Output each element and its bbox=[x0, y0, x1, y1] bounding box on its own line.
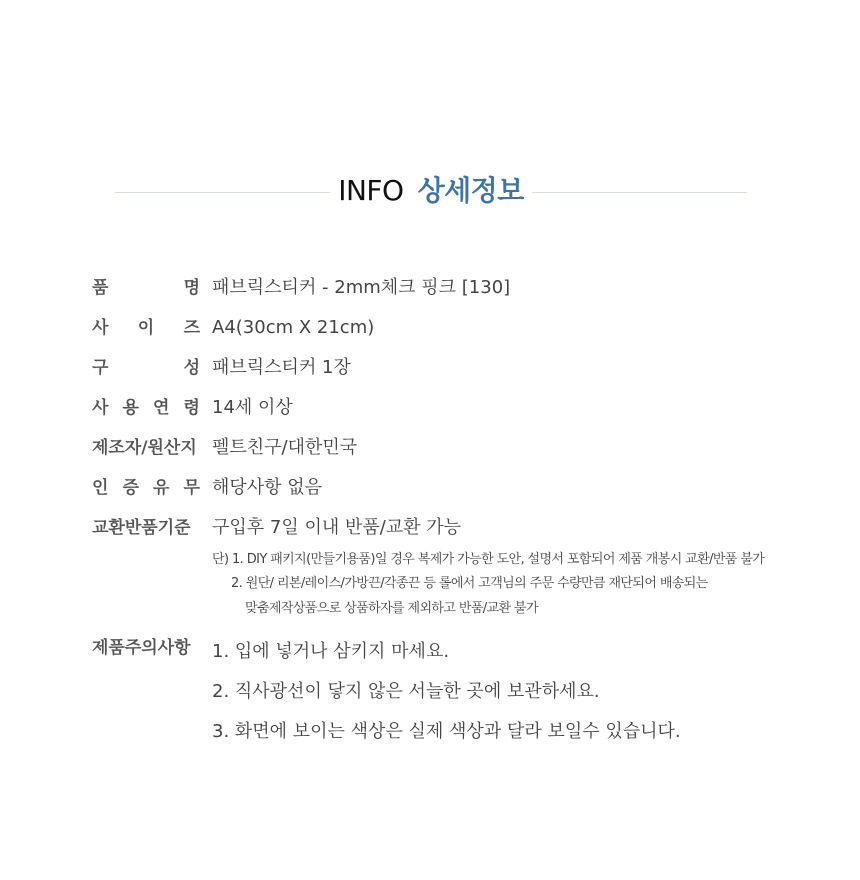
info-label: 제조자/원산지 bbox=[92, 438, 197, 458]
label-char: 성 bbox=[183, 358, 200, 378]
info-value: 패브릭스티커 - 2mm체크 핑크 [130] bbox=[212, 277, 511, 298]
exchange-note: 단) 1. DIY 패키지(만들기용품)일 경우 복제가 가능한 도안, 설명서 포함되어 제품 개봉시 교환/반품 불가 bbox=[212, 552, 765, 567]
section-header bbox=[115, 172, 747, 212]
label-char: 무 bbox=[183, 478, 200, 498]
exchange-note: 2. 원단/ 리본/레이스/가방끈/각종끈 등 롤에서 고객님의 주문 수량만큼 재단되어 배송되는 bbox=[231, 576, 708, 591]
info-label bbox=[92, 357, 200, 379]
caution-item: 1. 입에 넣거나 삼키지 마세요. bbox=[212, 641, 450, 662]
exchange-note: 맞춤제작상품으로 상품하자를 제외하고 반품/교환 불가 bbox=[245, 601, 538, 616]
info-label bbox=[92, 277, 200, 299]
caution-item: 3. 화면에 보이는 색상은 실제 색상과 달라 보일수 있습니다. bbox=[212, 721, 681, 742]
label-char: 증 bbox=[122, 478, 139, 498]
label-char: 유 bbox=[153, 478, 170, 498]
title-english: INFO bbox=[338, 174, 404, 207]
info-value: 구입후 7일 이내 반품/교환 가능 bbox=[212, 517, 462, 538]
info-value: A4(30cm X 21cm) bbox=[212, 317, 375, 338]
caution-item: 2. 직사광선이 닿지 않은 서늘한 곳에 보관하세요. bbox=[212, 681, 600, 702]
info-label bbox=[92, 477, 200, 499]
label-char: 이 bbox=[137, 318, 155, 338]
label-char: 구 bbox=[92, 358, 109, 378]
info-label bbox=[92, 397, 200, 419]
label-char: 연 bbox=[153, 398, 170, 418]
title-korean: 상세정보 bbox=[417, 174, 524, 207]
section-title bbox=[330, 172, 532, 214]
label-char: 품 bbox=[92, 278, 109, 298]
label-char: 인 bbox=[92, 478, 109, 498]
info-value: 14세 이상 bbox=[212, 397, 293, 418]
info-label: 교환반품기준 bbox=[92, 518, 191, 538]
label-char: 용 bbox=[122, 398, 139, 418]
info-value: 해당사항 없음 bbox=[212, 477, 323, 498]
label-char: 명 bbox=[183, 278, 200, 298]
caution-label: 제품주의사항 bbox=[92, 638, 191, 658]
info-value: 패브릭스티커 1장 bbox=[212, 357, 351, 378]
label-char: 사 bbox=[92, 318, 109, 338]
label-char: 사 bbox=[92, 398, 109, 418]
label-char: 즈 bbox=[183, 318, 200, 338]
info-value: 펠트친구/대한민국 bbox=[212, 437, 358, 458]
label-char: 령 bbox=[183, 398, 200, 418]
info-label bbox=[92, 317, 200, 339]
